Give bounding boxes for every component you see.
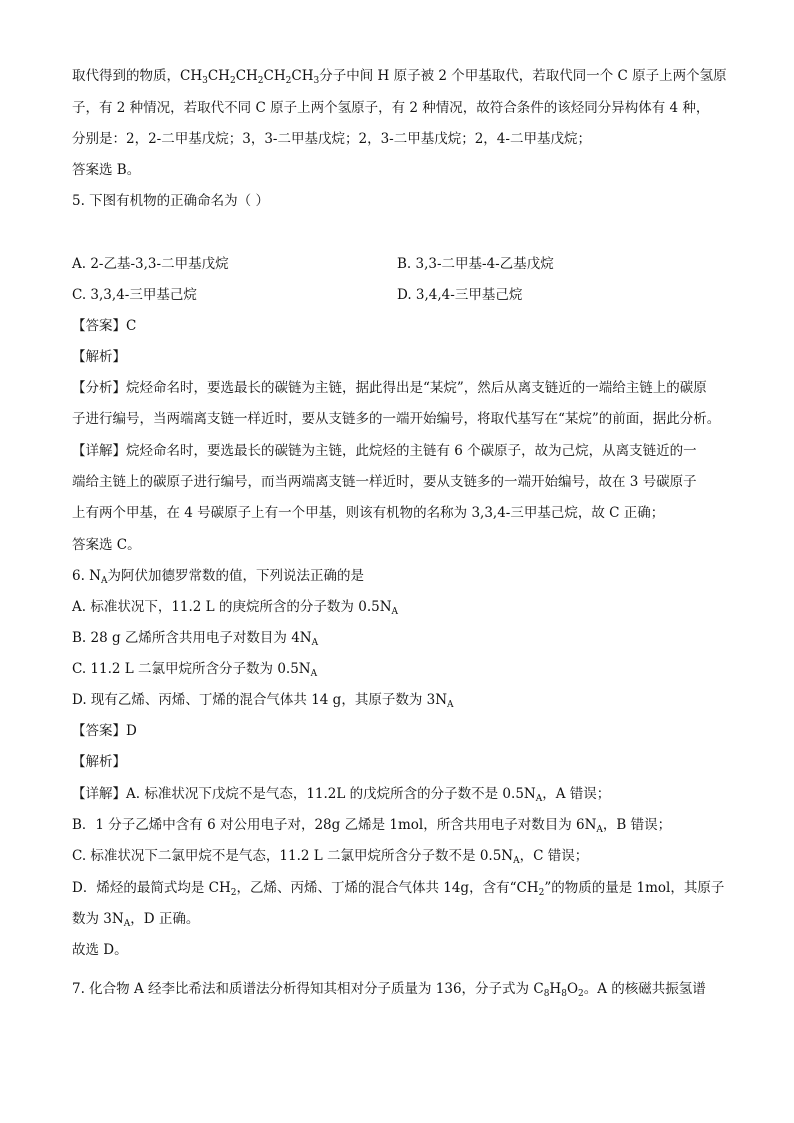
q6-option-a: A. 标准状况下，11.2 L 的庚烷所含的分子数为 $0.5N_A$ <box>72 599 399 617</box>
q5-final: 答案选 C。 <box>72 537 141 553</box>
q6-answer: 【答案】D <box>72 723 137 739</box>
pentane-formula: $CH_3CH_2CH_2CH_2CH_3$ <box>180 68 320 86</box>
prev-line-2: 子，有 2 种情况，若取代不同 C 原子上两个氢原子，有 2 种情况，故符合条件的该烃同分异构体有 4 种， <box>72 100 710 116</box>
q6-analysis-tag: 【解析】 <box>72 754 126 770</box>
q5-detail-2: 端给主链上的碳原子进行编号，而当两端离支链一样近时，要从支链多的一端开始编号，故在 3 号碳原子 <box>72 474 697 490</box>
q5-option-b: B. 3,3-二甲基-4-乙基戊烷 <box>397 256 554 272</box>
q5-stem: 5. 下图有机物的正确命名为（ ） <box>72 193 269 209</box>
prev-answer: 答案选 B。 <box>72 162 141 178</box>
q6-option-c: C. 11.2 L 二氯甲烷所含分子数为 $0.5N_A$ <box>72 661 318 679</box>
q6-option-d: D. 现有乙烯、丙烯、丁烯的混合气体共 14 g，其原子数为 $3N_A$ <box>72 692 454 710</box>
q5-detail-1: 【详解】烷烃命名时，要选最长的碳链为主链，此烷烃的主链有 6 个碳原子，故为己烷，从离支链近的一 <box>72 443 697 459</box>
q6-stem: 6. $N_A$为阿伏加德罗常数的值，下列说法正确的是 <box>72 568 364 586</box>
q5-option-d: D. 3,4,4-三甲基己烷 <box>397 287 523 303</box>
q6-final: 故选 D。 <box>72 942 128 958</box>
prev-line-1: 取代得到的物质，$CH_3CH_2CH_2CH_2CH_3$分子中间 H 原子被 2 个甲基取代，若取代同一个 C 原子上两个氢原 <box>72 68 727 86</box>
q5-answer: 【答案】C <box>72 318 137 334</box>
q7-stem: 7. 化合物 A 经李比希法和质谱法分析得知其相对分子质量为 136，分子式为 $C_8H_8O_2$。A 的核磁共振氢谱 <box>72 981 706 999</box>
prev-line-3: 分别是：2，2-二甲基戊烷；3，3-二甲基戊烷；2，3-二甲基戊烷；2，4-二甲基戊烷； <box>72 131 591 147</box>
q6-detail-1: 【详解】A. 标准状况下戊烷不是气态，11.2L 的戊烷所含的分子数不是 $0.5N_A$，A 错误； <box>72 786 611 804</box>
q5-fenxi-1: 【分析】烷烃命名时，要选最长的碳链为主链，据此得出是“某烷”，然后从离支链近的一端给主链上的碳原 <box>72 380 707 396</box>
q5-analysis-tag: 【解析】 <box>72 349 126 365</box>
q5-option-a: A. 2-乙基-3,3-二甲基戊烷 <box>72 256 229 272</box>
q5-detail-3: 上有两个甲基，在 4 号碳原子上有一个甲基，则该有机物的名称为 3,3,4-三甲基己烷，故 C 正确； <box>72 505 665 521</box>
q6-detail-3: C. 标准状况下二氯甲烷不是气态，11.2 L 二氯甲烷所含分子数不是 $0.5N_A$，C 错误； <box>72 848 589 866</box>
q6-detail-2: B．1 分子乙烯中含有 6 对公用电子对，28g 乙烯是 1mol，所含共用电子对数目为 $6N_A$，B 错误； <box>72 817 672 835</box>
q5-fenxi-2: 子进行编号，当两端离支链一样近时，要从支链多的一端开始编号，将取代基写在“某烷”的前面，据此分析。 <box>72 411 721 427</box>
q6-detail-5: 数为 $3N_A$，D 正确。 <box>72 911 200 929</box>
q6-option-b: B. 28 g 乙烯所含共用电子对数目为 $4N_A$ <box>72 630 319 648</box>
q6-detail-4: D．烯烃的最简式均是 $CH_2$，乙烯、丙烯、丁烯的混合气体共 14g，含有“$CH_2$”的物质的量是 1mol，其原子 <box>72 880 725 898</box>
q5-option-c: C. 3,3,4-三甲基己烷 <box>72 287 197 303</box>
